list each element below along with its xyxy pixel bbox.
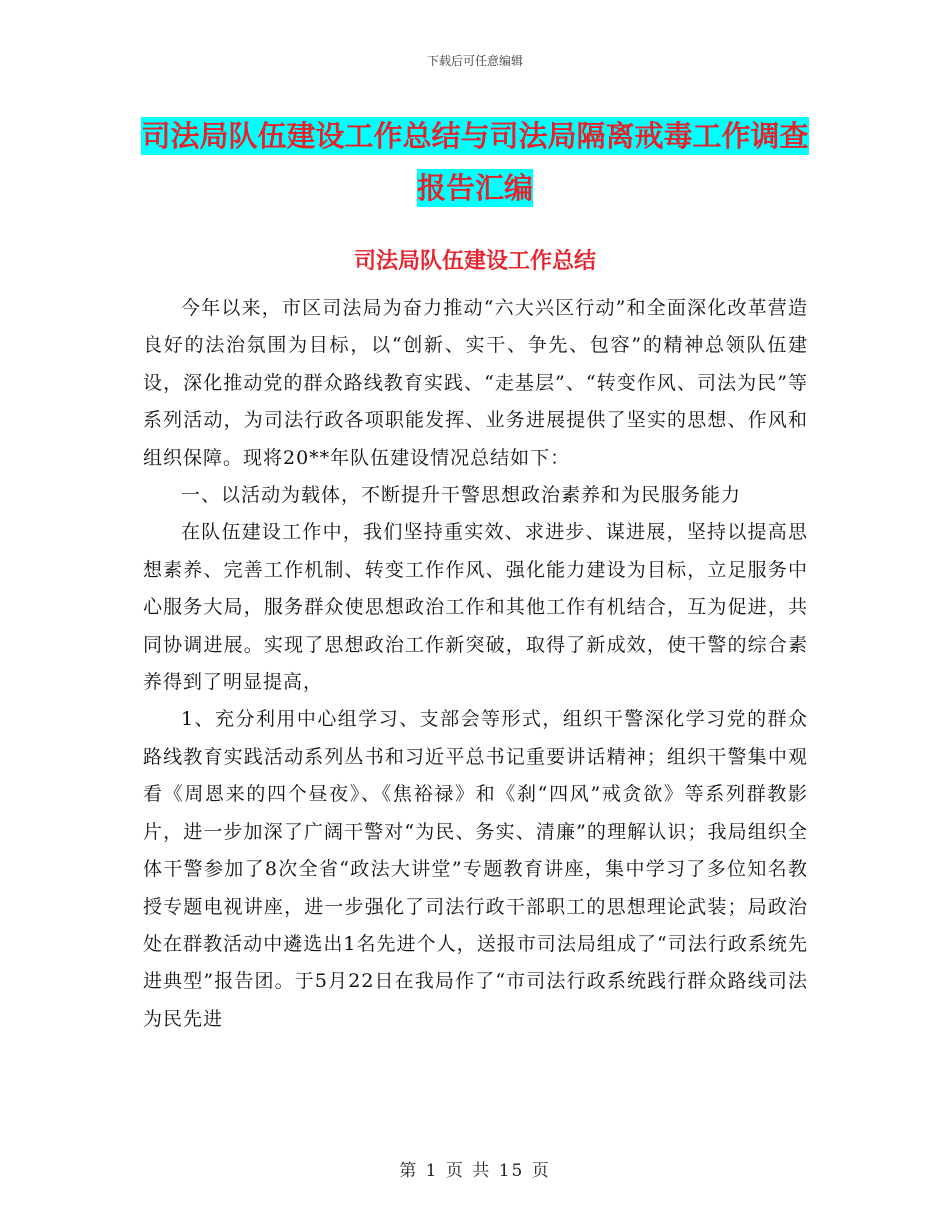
document-title-line1: 司法局队伍建设工作总结与司法局隔离戒毒工作调查 (141, 119, 809, 153)
document-title (140, 110, 810, 214)
document-body (143, 290, 808, 1038)
document-title-line2: 报告汇编 (416, 171, 533, 205)
paragraph: 今年以来，市区司法局为奋力推动“六大兴区行动”和全面深化改革营造良好的法治氛围为目标，以“创新、实干、争先、包容”的精神总领队伍建设，深化推动党的群众路线教育实践、“走基层”、“转变作风、司法为民”等系列活动，为司法行政各项职能发挥、业务进展提供了坚实的思想、作风和组织保障。现将20**年队伍建设情况总结如下： (143, 297, 808, 469)
section-title: 司法局队伍建设工作总结 (353, 249, 596, 274)
paragraph: 1、充分利用中心组学习、支部会等形式，组织干警深化学习党的群众路线教育实践活动系列丛书和习近平总书记重要讲话精神；组织干警集中观看《周恩来的四个昼夜》、《焦裕禄》和《刹“四风”戒贪欲》等系列群教影片，进一步加深了广阔干警对“为民、务实、清廉”的理解认识；我局组织全体干警参加了8次全省“政法大讲堂”专题教育讲座，集中学习了多位知名教授专题电视讲座，进一步强化了司法行政干部职工的思想理论武装；局政治处在群教活动中遴选出1名先进个人，送报市司法局组成了“司法行政系统先进典型”报告团。于5月22日在我局作了“市司法行政系统践行群众路线司法为民先进 (143, 708, 808, 1030)
page-number: 第 1 页 共 15 页 (399, 1161, 551, 1181)
paragraph: 一、以活动为载体，不断提升干警思想政治素养和为民服务能力 (181, 484, 742, 507)
page-header-note: 下载后可任意编辑 (426, 54, 523, 68)
paragraph: 在队伍建设工作中，我们坚持重实效、求进步、谋进展，坚持以提高思想素养、完善工作机制、转变工作作风、强化能力建设为目标，立足服务中心服务大局，服务群众使思想政治工作和其他工作有机结合，互为促进，共同协调进展。实现了思想政治工作新突破，取得了新成效，使干警的综合素养得到了明显提高， (143, 521, 808, 694)
